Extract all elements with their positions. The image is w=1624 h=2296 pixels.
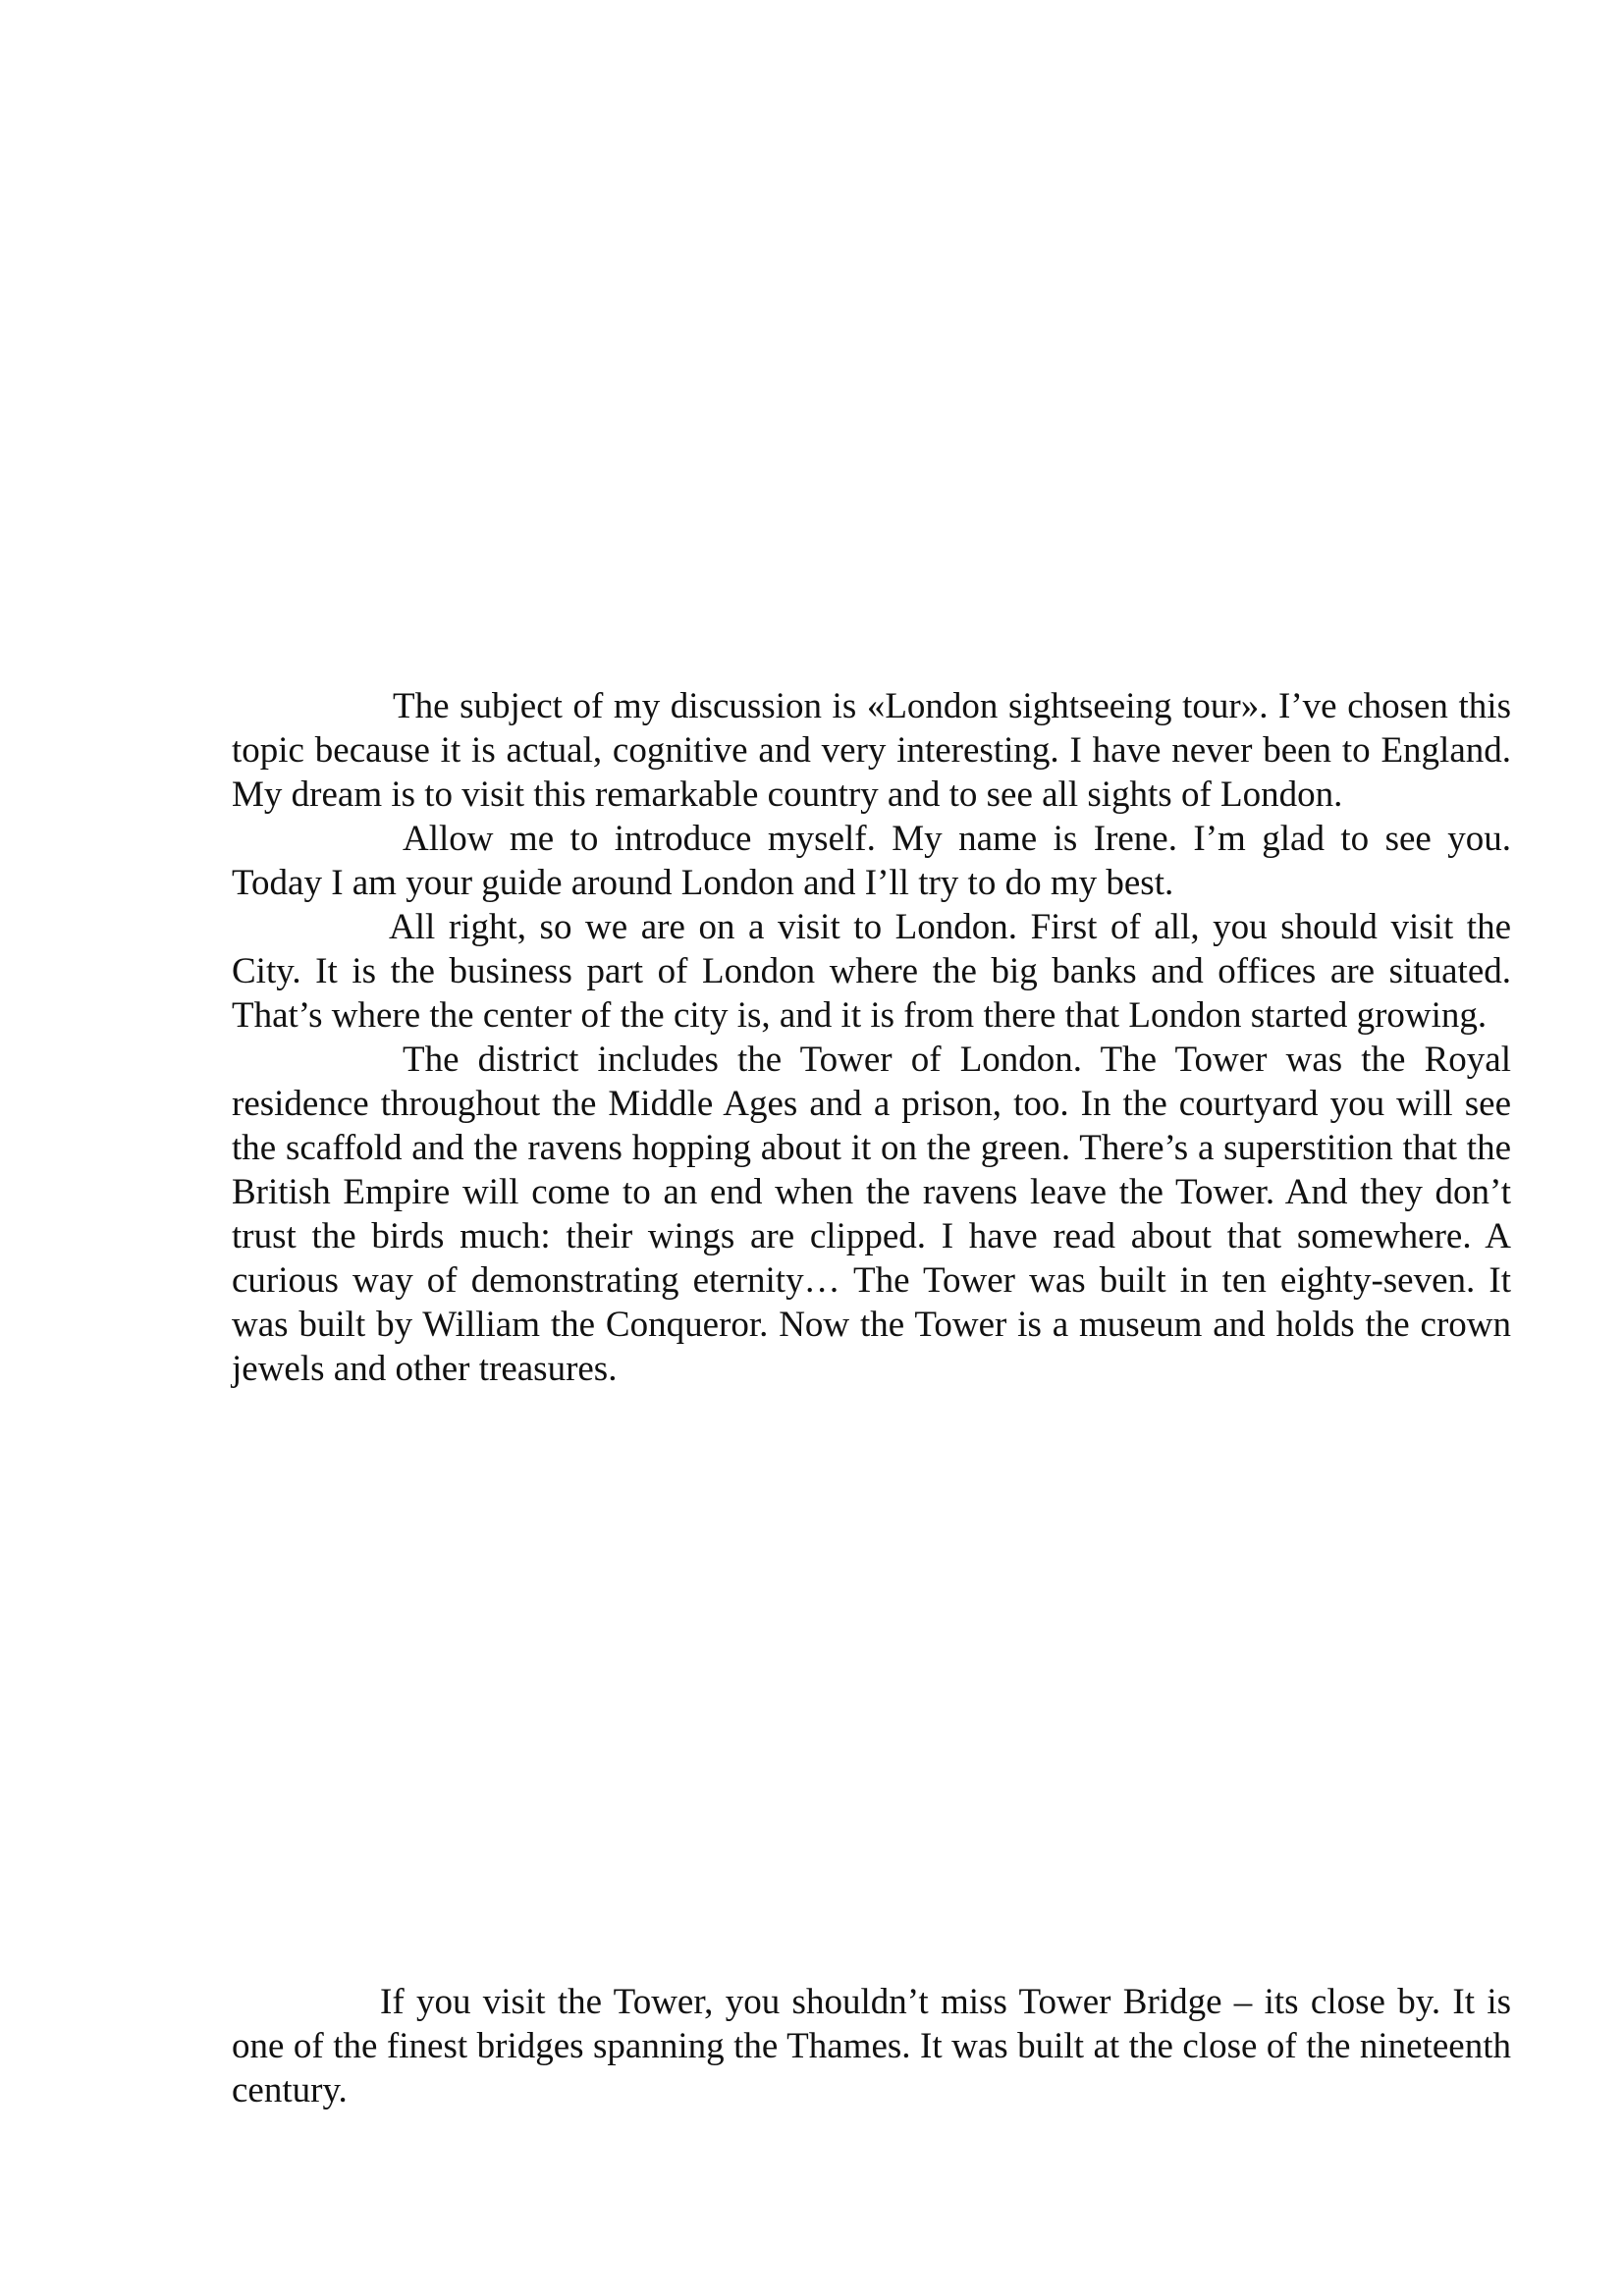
text-section-1 bbox=[232, 684, 1511, 1391]
text-section-2 bbox=[232, 1980, 1511, 2112]
paragraph-tower-bridge: If you visit the Tower, you shouldn’t miss Tower Bridge – its close by. It is one of the finest bridges spanning the Thames. It was built at the close of the nineteenth century. bbox=[232, 1982, 1511, 2110]
paragraph-tower: The district includes the Tower of London. The Tower was the Royal residence throughout the Middle Ages and a prison, too. In the courtyard you will see the scaffold and the ravens hopping about it on the green. There’s a superstition that the British Empire will come to an end when the ravens leave the Tower. And they don’t trust the birds much: their wings are clipped. I have read about that somewhere. A curious way of demonstrating eternity… The Tower was built in ten eighty-seven. It was built by William the Conqueror. Now the Tower is a museum and holds the crown jewels and other treasures. bbox=[232, 1040, 1511, 1389]
paragraph-city: All right, so we are on a visit to London. First of all, you should visit the City. It is the business part of London where the big banks and offices are situated. That’s where the center of the city is, and it is from there that London started growing. bbox=[232, 907, 1511, 1036]
paragraph-intro: The subject of my discussion is «London sightseeing tour». I’ve chosen this topic because it is actual, cognitive and very interesting. I have never been to England. My dream is to visit this remarkable country and to see all sights of London. bbox=[232, 686, 1511, 815]
paragraph-introduction: Allow me to introduce myself. My name is Irene. I’m glad to see you. Today I am your guide around London and I’ll try to do my best. bbox=[232, 819, 1511, 903]
